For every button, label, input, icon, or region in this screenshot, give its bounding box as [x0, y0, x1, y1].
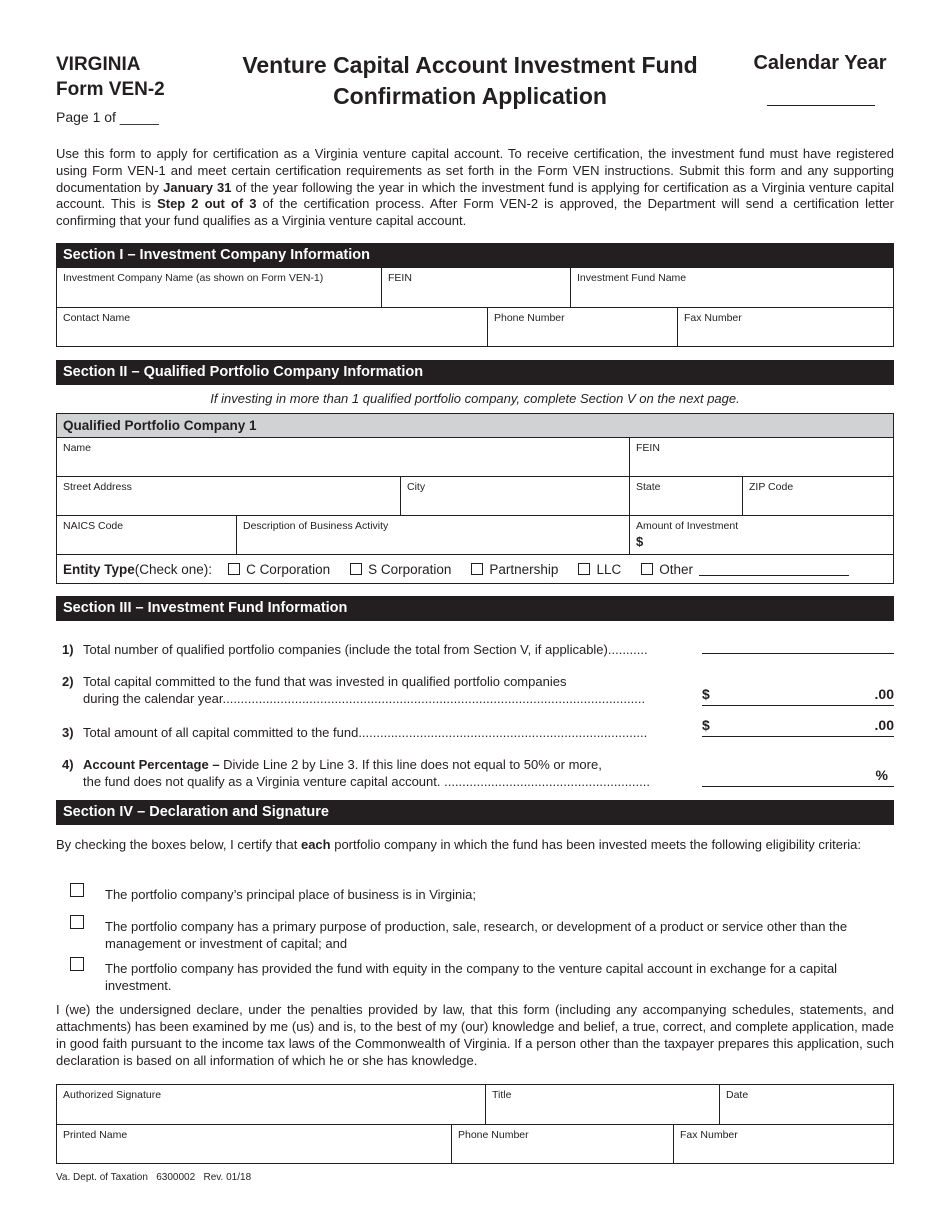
- fein-field[interactable]: [381, 268, 570, 307]
- footer-text: Va. Dept. of Taxation 6300002 Rev. 01/18: [56, 1172, 252, 1183]
- form-identifier: [56, 52, 165, 102]
- llc-label: LLC: [596, 561, 622, 577]
- intro-step: Step 2 out of 3: [157, 196, 257, 212]
- criterion-text: The portfolio company has provided the fund with equity in the company to the venture capital account in exchange for a capital investment.: [105, 961, 838, 993]
- cert-part2: portfolio company in which the fund has been invested meets the following eligibility criteria:: [330, 837, 862, 852]
- cents: .00: [874, 717, 894, 733]
- field-label: Investment Company Name (as shown on Form VEN-1): [63, 272, 324, 284]
- signer-fax-field[interactable]: [673, 1125, 893, 1163]
- percent-sign: %: [875, 767, 888, 783]
- date-field[interactable]: [719, 1085, 893, 1124]
- declaration-text: I (we) the undersigned declare, under the penalties provided by law, that this form (including any accompanying schedules, statements, and attachments) has been examined by me (us) and is, to the best of my (our) knowledge and belief, a true, correct, and complete application, made in good faith pursuant to the income tax laws of the Commonwealth of Virginia. If a person other than the taxpayer prepares this application, such declaration is based on all information of which he or she has knowledge.: [56, 1002, 894, 1068]
- line-text: Total amount of all capital committed to the fund................................................................................: [83, 725, 648, 740]
- entity-type-hint: (Check one):: [134, 561, 213, 577]
- other-label: Other: [659, 561, 693, 577]
- section2-header: Section II – Qualified Portfolio Company Information: [56, 360, 894, 385]
- line-1: [62, 641, 894, 658]
- form-number: Form VEN-2: [56, 79, 165, 100]
- field-label: Title: [492, 1089, 512, 1101]
- other-specify-field[interactable]: [699, 562, 849, 576]
- llc-checkbox[interactable]: [578, 563, 590, 575]
- state-label: VIRGINIA: [56, 54, 141, 75]
- criterion-2-checkbox[interactable]: [70, 915, 84, 929]
- section4-header: Section IV – Declaration and Signature: [56, 800, 894, 825]
- field-label: NAICS Code: [63, 520, 124, 532]
- state-field[interactable]: [629, 477, 742, 515]
- zip-code-field[interactable]: [742, 477, 893, 515]
- fax-number-field[interactable]: [677, 308, 893, 346]
- field-label: Name: [63, 442, 92, 454]
- line-text-cont: during the calendar year.....................................................................................................................: [83, 691, 646, 706]
- line-text-cont: the fund does not qualify as a Virginia venture capital account. .........................................................: [83, 774, 650, 789]
- intro-deadline: January 31: [163, 179, 232, 195]
- s-corporation-label: S Corporation: [368, 561, 452, 577]
- field-label: Authorized Signature: [63, 1089, 162, 1101]
- line-3-field[interactable]: [702, 714, 894, 737]
- street-address-field[interactable]: [57, 477, 400, 515]
- contact-name-field[interactable]: [57, 308, 487, 346]
- criterion-text: The portfolio company has a primary purpose of production, sale, research, or development of a product or service other than the management or investment of capital; and: [105, 919, 848, 951]
- criterion-1: [70, 886, 894, 903]
- c-corporation-label: C Corporation: [246, 561, 331, 577]
- entity-type-label: Entity Type: [63, 561, 135, 577]
- line-number: 2): [62, 674, 74, 689]
- field-label: Fax Number: [684, 312, 742, 324]
- criterion-3: [70, 960, 894, 994]
- title-field[interactable]: [485, 1085, 719, 1124]
- section2-note: If investing in more than 1 qualified portfolio company, complete Section V on the next page.: [210, 391, 740, 406]
- line-text: Total number of qualified portfolio companies (include the total from Section V, if applicable)...........: [83, 642, 648, 657]
- field-label: Phone Number: [458, 1129, 529, 1141]
- field-label: Description of Business Activity: [243, 520, 389, 532]
- other-checkbox[interactable]: [641, 563, 653, 575]
- business-activity-field[interactable]: [236, 516, 629, 554]
- signer-phone-field[interactable]: [451, 1125, 673, 1163]
- partnership-checkbox[interactable]: [471, 563, 483, 575]
- section1-header: Section I – Investment Company Information: [56, 243, 894, 268]
- intro-part2: of the year following the year in which the investment fund is applying for certification as a Virginia venture capital account. This is: [56, 179, 895, 212]
- dollar-sign: $: [702, 717, 710, 733]
- line-4: [62, 756, 894, 790]
- calendar-year-label: Calendar Year: [753, 52, 887, 74]
- dollar-sign: $: [702, 686, 710, 702]
- line-text: Divide Line 2 by Line 3. If this line does not equal to 50% or more,: [219, 757, 602, 772]
- partnership-label: Partnership: [489, 561, 559, 577]
- field-label: Fax Number: [680, 1129, 738, 1141]
- field-label: Street Address: [63, 481, 132, 493]
- page-of: Page 1 of _____: [56, 109, 159, 125]
- field-label: FEIN: [636, 442, 660, 454]
- criterion-1-checkbox[interactable]: [70, 883, 84, 897]
- investment-company-name-field[interactable]: [57, 268, 381, 307]
- account-percentage-label: Account Percentage –: [83, 757, 220, 772]
- line-text: Total capital committed to the fund that was invested in qualified portfolio companies: [83, 674, 567, 689]
- field-label: Printed Name: [63, 1129, 128, 1141]
- naics-code-field[interactable]: [57, 516, 236, 554]
- title-line-2: Confirmation Application: [333, 83, 607, 109]
- line-4-field[interactable]: [702, 766, 894, 787]
- intro-part1: Use this form to apply for certification as a Virginia venture capital account. To receive certification, the investment fund must have registered using Form VEN-1 and meet certain certification requirements as set forth in the Form VEN instructions. Submit this form and any supporting documentation by: [56, 146, 894, 195]
- line-number: 4): [62, 757, 74, 772]
- investment-fund-name-field[interactable]: [570, 268, 893, 307]
- line-2: [62, 673, 894, 707]
- criterion-text: The portfolio company’s principal place of business is in Virginia;: [105, 887, 476, 902]
- cents: .00: [874, 686, 894, 702]
- criterion-2: [70, 918, 894, 952]
- section1-grid: [56, 268, 894, 347]
- field-label: ZIP Code: [749, 481, 794, 493]
- page-title: [210, 50, 730, 112]
- printed-name-field[interactable]: [57, 1125, 451, 1163]
- line-number: 1): [62, 642, 74, 657]
- field-label: Contact Name: [63, 312, 131, 324]
- phone-number-field[interactable]: [487, 308, 677, 346]
- title-line-1: Venture Capital Account Investment Fund: [242, 52, 698, 78]
- field-label: Date: [726, 1089, 749, 1101]
- calendar-year-field[interactable]: [767, 104, 875, 106]
- field-label: City: [407, 481, 426, 493]
- company-name-field[interactable]: [57, 438, 629, 476]
- field-label: Amount of Investment: [636, 520, 739, 532]
- line-2-field[interactable]: [702, 683, 894, 706]
- field-label: State: [636, 481, 661, 493]
- amount-of-investment-field[interactable]: [629, 516, 893, 554]
- certification-intro: [56, 836, 894, 853]
- portfolio-company-header: Qualified Portfolio Company 1: [57, 413, 893, 437]
- signature-grid: [56, 1084, 894, 1164]
- portfolio-company-grid: [56, 413, 894, 584]
- field-label: Phone Number: [494, 312, 565, 324]
- section3-header: Section III – Investment Fund Information: [56, 596, 894, 621]
- s-corporation-checkbox[interactable]: [350, 563, 362, 575]
- city-field[interactable]: [400, 477, 629, 515]
- dollar-sign: $: [636, 534, 644, 549]
- entity-type-row: [57, 554, 893, 583]
- line-3: [62, 717, 894, 741]
- c-corporation-checkbox[interactable]: [228, 563, 240, 575]
- field-label: Investment Fund Name: [577, 272, 687, 284]
- company-fein-field[interactable]: [629, 438, 893, 476]
- line-number: 3): [62, 725, 74, 740]
- criterion-3-checkbox[interactable]: [70, 957, 84, 971]
- authorized-signature-field[interactable]: [57, 1085, 485, 1124]
- cert-bold: each: [300, 837, 331, 852]
- line-1-field[interactable]: [702, 652, 894, 654]
- intro-text: [56, 146, 894, 230]
- cert-part1: By checking the boxes below, I certify that: [56, 837, 301, 852]
- intro-part3: of the certification process. After Form VEN-2 is approved, the Department will send a certification letter confirming that your fund qualifies as a Virginia venture capital account.: [56, 196, 894, 229]
- field-label: FEIN: [388, 272, 412, 284]
